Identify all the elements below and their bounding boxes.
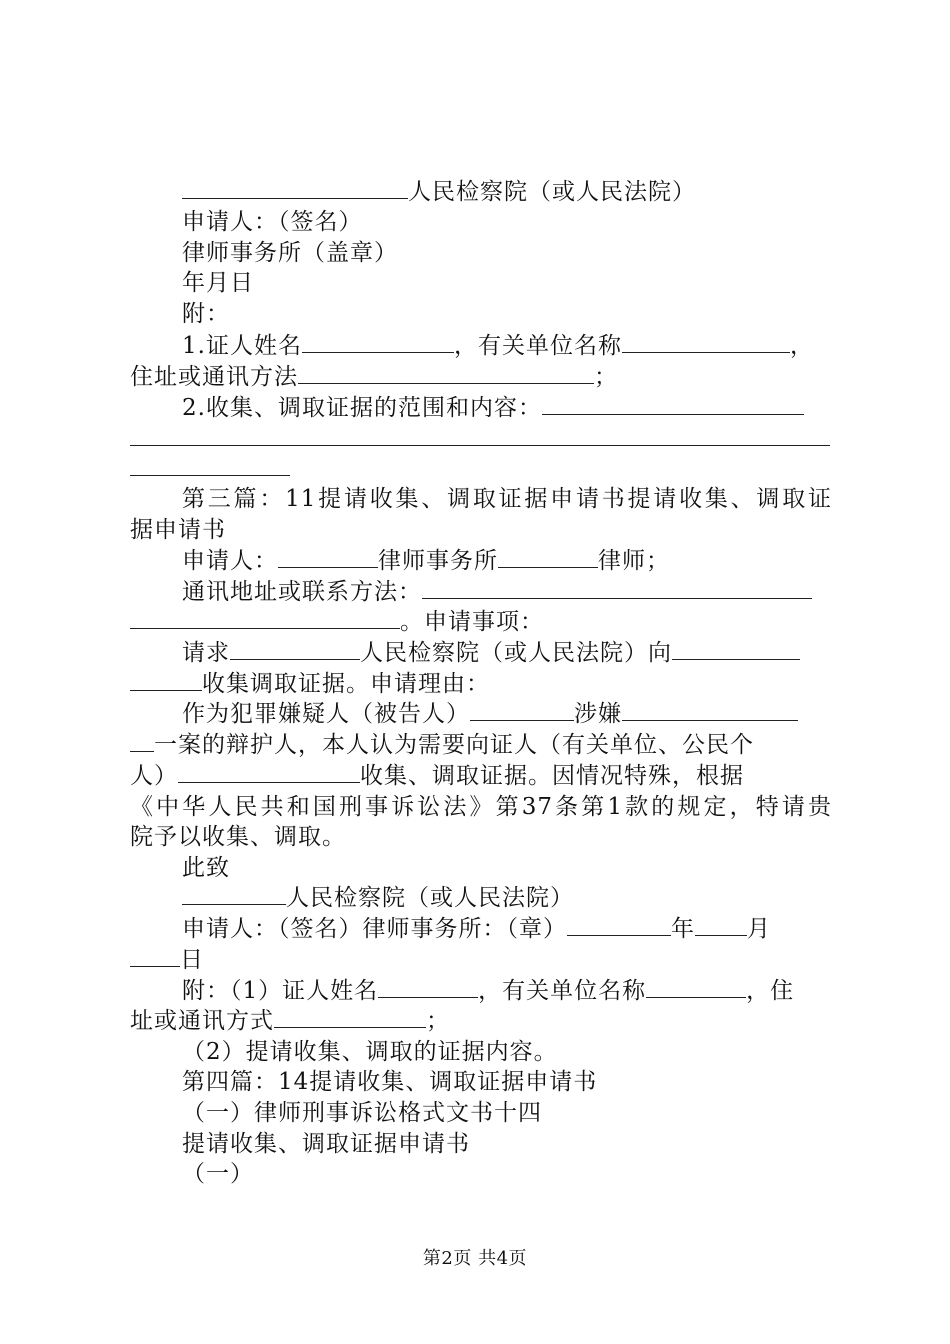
request-line: 请求 人民检察院（或人民法院）向 xyxy=(130,637,832,669)
blank-field xyxy=(178,760,360,783)
page-number-footer: 第2页 共4页 xyxy=(422,1248,528,1269)
blank-field xyxy=(622,698,798,721)
day-line: 日 xyxy=(130,944,832,976)
applicant-line: 申请人： 律师事务所 律师； xyxy=(130,545,832,577)
collect-evidence-line: 人） 收集、调取证据。因情况特殊，根据 xyxy=(130,760,832,792)
court-addressee-line: 人民检察院（或人民法院） xyxy=(130,176,832,208)
attachment-label: 附： xyxy=(182,301,230,327)
blank-field xyxy=(130,606,400,629)
attachment-witness-line: 附：（1）证人姓名 ，有关单位名称 ，住 xyxy=(130,975,832,1007)
applicant-signature-line: 申请人：（签名） xyxy=(182,209,363,235)
blank-field xyxy=(542,392,804,415)
blank-field xyxy=(567,913,671,936)
form-subtitle-line: 提请收集、调取证据申请书 xyxy=(182,1131,470,1157)
address-line: 住址或通讯方法 ； xyxy=(130,361,832,393)
blank-field xyxy=(470,698,574,721)
blank-field xyxy=(302,330,454,353)
suspect-line: 作为犯罪嫌疑人（被告人） 涉嫌 xyxy=(130,698,832,730)
blank-line xyxy=(130,423,832,455)
witness-name-line: 1.证人姓名 ，有关单位名称 ， xyxy=(130,330,832,362)
blank-field xyxy=(298,361,594,384)
blank-field xyxy=(130,668,202,691)
blank-field xyxy=(182,882,286,905)
evidence-content-line: （2）提请收集、调取的证据内容。 xyxy=(182,1039,558,1065)
contact-line: 通讯地址或联系方法： xyxy=(130,576,832,608)
salutation: 此致 xyxy=(182,855,230,881)
blank-field xyxy=(130,423,830,446)
address-line: 址或通讯方式 ； xyxy=(130,1005,832,1037)
evidence-scope-line: 2.收集、调取证据的范围和内容： xyxy=(130,392,832,424)
blank-field xyxy=(378,975,478,998)
blank-field xyxy=(498,545,598,568)
blank-field xyxy=(646,975,746,998)
blank-field xyxy=(274,1005,426,1028)
law-citation-line: 《中华人民共和国刑事诉讼法》第37条第1款的规定，特请贵 xyxy=(130,794,832,820)
section-four-heading: 第四篇：14提请收集、调取证据申请书 xyxy=(182,1069,598,1095)
section-three-heading: 第三篇：11提请收集、调取证据申请书提请收集、调取证 xyxy=(182,486,832,512)
defender-line: 一案的辩护人，本人认为需要向证人（有关单位、公民个 xyxy=(130,729,832,761)
section-marker: （一） xyxy=(182,1161,254,1187)
blank-field xyxy=(672,637,800,660)
blank-line xyxy=(130,453,832,485)
date-line: 年月日 xyxy=(182,270,254,296)
blank-field xyxy=(130,944,180,967)
request-items-line: 。申请事项： xyxy=(130,606,832,638)
blank-field xyxy=(182,176,408,199)
reason-line: 收集调取证据。申请理由： xyxy=(130,668,832,700)
blank-field xyxy=(695,913,747,936)
blank-field xyxy=(130,729,154,752)
blank-field xyxy=(422,576,812,599)
blank-field xyxy=(278,545,378,568)
law-citation-cont: 院予以收集、调取。 xyxy=(130,824,346,850)
blank-field xyxy=(622,330,790,353)
court-addressee-line: 人民检察院（或人民法院） xyxy=(130,882,832,914)
law-firm-seal-line: 律师事务所（盖章） xyxy=(182,240,398,266)
blank-field xyxy=(130,453,290,476)
section-three-heading-cont: 据申请书 xyxy=(130,517,226,543)
blank-field xyxy=(230,637,360,660)
signature-date-line: 申请人：（签名）律师事务所：（章） 年 月 xyxy=(130,913,832,945)
form-title-line: （一）律师刑事诉讼格式文书十四 xyxy=(182,1100,542,1126)
